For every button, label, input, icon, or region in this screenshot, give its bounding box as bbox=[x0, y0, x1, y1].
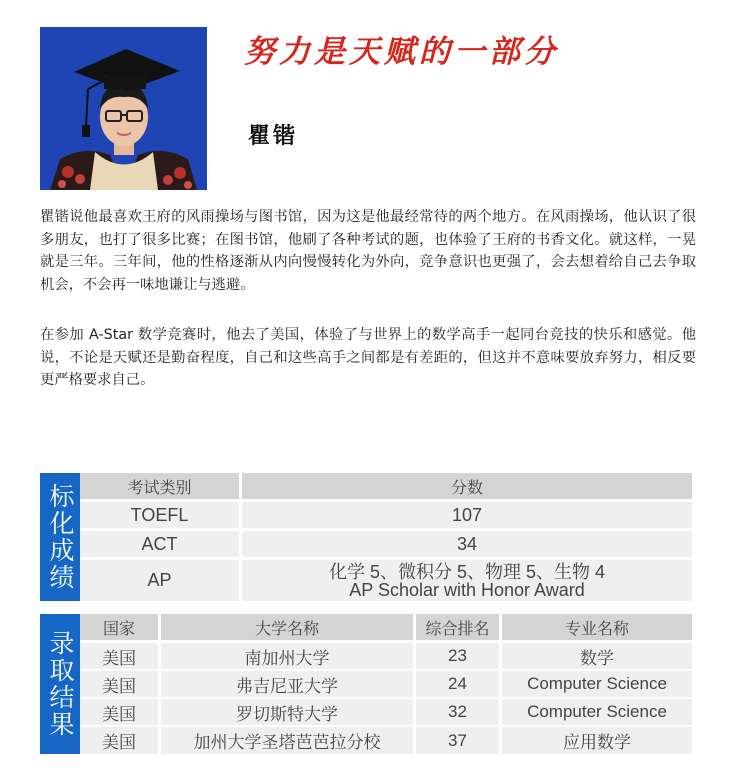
table-row bbox=[80, 699, 692, 725]
graduation-portrait-image bbox=[40, 27, 207, 190]
exam-cell: TOEFL bbox=[80, 502, 239, 528]
profile-paragraph-1: 瞿锴说他最喜欢王府的风雨操场与图书馆，因为这是他最经常待的两个地方。在风雨操场，他认识了很多朋友，也打了很多比赛；在图书馆，他刷了各种考试的题，也体验了王府的书香文化。就这样，一晃就是三年。三年间，他的性格逐渐从内向慢慢转化为外向，竞争意识也更强了，会去想着给自己去争取机会，不会再一味地谦让与逃避。 bbox=[40, 209, 696, 293]
university-cell: 南加州大学 bbox=[161, 643, 413, 669]
country-cell: 美国 bbox=[80, 643, 158, 669]
header-exam-type: 考试类别 bbox=[80, 473, 239, 499]
header-rank: 综合排名 bbox=[416, 614, 499, 640]
university-cell: 加州大学圣塔芭芭拉分校 bbox=[161, 727, 413, 754]
rank-cell: 23 bbox=[416, 643, 499, 669]
admissions-table bbox=[80, 614, 692, 754]
major-cell: Computer Science bbox=[502, 671, 692, 697]
ap-award: AP Scholar with Honor Award bbox=[349, 579, 585, 600]
header-score: 分数 bbox=[242, 473, 692, 499]
scores-table bbox=[80, 473, 692, 601]
country-cell: 美国 bbox=[80, 699, 158, 725]
table-row bbox=[80, 560, 692, 601]
exam-cell: ACT bbox=[80, 531, 239, 557]
admissions-header-row bbox=[80, 614, 692, 640]
score-cell bbox=[242, 560, 692, 601]
score-cell: 107 bbox=[242, 502, 692, 528]
page-title: 努力是天赋的一部分 bbox=[244, 34, 559, 70]
country-cell: 美国 bbox=[80, 727, 158, 754]
score-cell: 34 bbox=[242, 531, 692, 557]
rank-cell: 32 bbox=[416, 699, 499, 725]
country-cell: 美国 bbox=[80, 671, 158, 697]
university-cell: 弗吉尼亚大学 bbox=[161, 671, 413, 697]
scores-header-row bbox=[80, 473, 692, 499]
table-row bbox=[80, 671, 692, 697]
major-cell: Computer Science bbox=[502, 699, 692, 725]
student-portrait bbox=[40, 27, 207, 190]
major-cell: 应用数学 bbox=[502, 727, 692, 754]
table-row bbox=[80, 531, 692, 557]
profile-paragraph-2: 在参加 A-Star 数学竞赛时，他去了美国，体验了与世界上的数学高手一起同台竞技的快乐和感觉。他说，不论是天赋还是勤奋程度，自己和这些高手之间都是有差距的，但这并不意味要放弃努力，相反要更严格要求自己。 bbox=[40, 327, 696, 388]
table-row bbox=[80, 643, 692, 669]
header-country: 国家 bbox=[80, 614, 158, 640]
header-university: 大学名称 bbox=[161, 614, 413, 640]
admissions-side-label: 录取结果 bbox=[40, 614, 80, 754]
rank-cell: 37 bbox=[416, 727, 499, 754]
exam-cell: AP bbox=[80, 560, 239, 601]
header-major: 专业名称 bbox=[502, 614, 692, 640]
student-name: 瞿锴 bbox=[248, 123, 299, 149]
ap-subject-scores: 化学 5、微积分 5、物理 5、生物 4 bbox=[328, 561, 606, 582]
major-cell: 数学 bbox=[502, 643, 692, 669]
table-row bbox=[80, 727, 692, 754]
university-cell: 罗切斯特大学 bbox=[161, 699, 413, 725]
rank-cell: 24 bbox=[416, 671, 499, 697]
scores-side-label: 标化成绩 bbox=[40, 473, 80, 601]
table-row bbox=[80, 502, 692, 528]
